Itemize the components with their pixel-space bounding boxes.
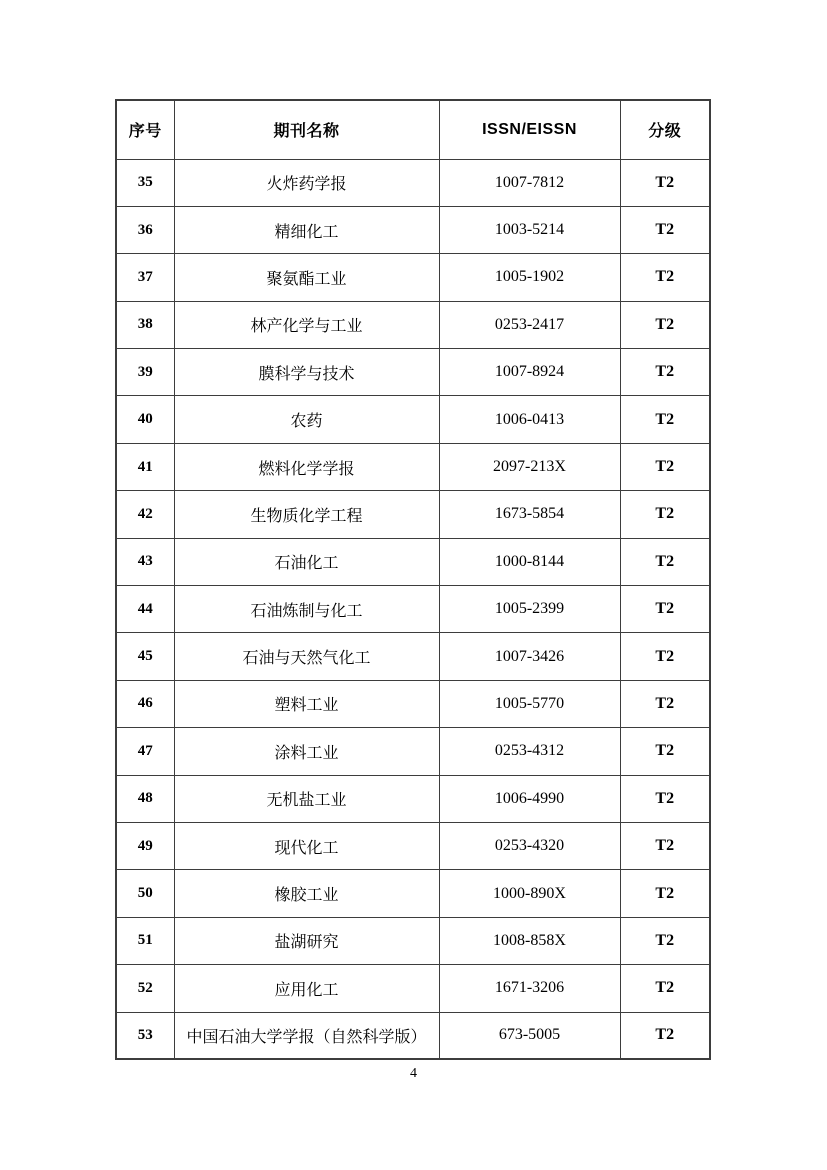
page-number: 4 bbox=[410, 1066, 417, 1081]
table-row bbox=[116, 822, 710, 869]
cell-issn: 1005-5770 bbox=[439, 680, 620, 727]
cell-serial: 50 bbox=[116, 870, 174, 917]
cell-serial: 37 bbox=[116, 254, 174, 301]
cell-journal-name: 农药 bbox=[174, 396, 439, 443]
table-row bbox=[116, 870, 710, 917]
cell-serial: 44 bbox=[116, 586, 174, 633]
cell-serial: 45 bbox=[116, 633, 174, 680]
cell-issn: 1673-5854 bbox=[439, 491, 620, 538]
cell-serial: 51 bbox=[116, 917, 174, 964]
table-row bbox=[116, 349, 710, 396]
table-row bbox=[116, 917, 710, 964]
cell-issn: 0253-4320 bbox=[439, 822, 620, 869]
table-row bbox=[116, 965, 710, 1012]
cell-grade: T2 bbox=[620, 917, 710, 964]
table-row bbox=[116, 680, 710, 727]
table-row bbox=[116, 775, 710, 822]
cell-issn: 1006-4990 bbox=[439, 775, 620, 822]
table-row bbox=[116, 443, 710, 490]
cell-serial: 38 bbox=[116, 301, 174, 348]
cell-journal-name: 林产化学与工业 bbox=[174, 301, 439, 348]
cell-serial: 47 bbox=[116, 728, 174, 775]
table-row bbox=[116, 586, 710, 633]
table-row bbox=[116, 254, 710, 301]
cell-serial: 46 bbox=[116, 680, 174, 727]
table-row bbox=[116, 159, 710, 206]
cell-serial: 43 bbox=[116, 538, 174, 585]
header-issn: ISSN/EISSN bbox=[439, 100, 620, 159]
cell-grade: T2 bbox=[620, 301, 710, 348]
cell-grade: T2 bbox=[620, 443, 710, 490]
cell-issn: 1005-2399 bbox=[439, 586, 620, 633]
cell-grade: T2 bbox=[620, 159, 710, 206]
table-row bbox=[116, 1012, 710, 1059]
cell-grade: T2 bbox=[620, 538, 710, 585]
cell-grade: T2 bbox=[620, 965, 710, 1012]
table-row bbox=[116, 491, 710, 538]
header-grade: 分级 bbox=[620, 100, 710, 159]
journal-table bbox=[115, 99, 711, 1060]
cell-serial: 42 bbox=[116, 491, 174, 538]
cell-journal-name: 现代化工 bbox=[174, 822, 439, 869]
header-journal-name: 期刊名称 bbox=[174, 100, 439, 159]
cell-journal-name: 膜科学与技术 bbox=[174, 349, 439, 396]
cell-journal-name: 橡胶工业 bbox=[174, 870, 439, 917]
cell-serial: 39 bbox=[116, 349, 174, 396]
cell-issn: 673-5005 bbox=[439, 1012, 620, 1059]
cell-serial: 52 bbox=[116, 965, 174, 1012]
cell-issn: 1671-3206 bbox=[439, 965, 620, 1012]
table-row bbox=[116, 728, 710, 775]
cell-serial: 41 bbox=[116, 443, 174, 490]
table-row bbox=[116, 206, 710, 253]
cell-grade: T2 bbox=[620, 870, 710, 917]
cell-serial: 48 bbox=[116, 775, 174, 822]
cell-grade: T2 bbox=[620, 1012, 710, 1059]
table-row bbox=[116, 396, 710, 443]
cell-journal-name: 中国石油大学学报（自然科学版） bbox=[174, 1012, 439, 1059]
cell-grade: T2 bbox=[620, 396, 710, 443]
table-row bbox=[116, 633, 710, 680]
cell-grade: T2 bbox=[620, 680, 710, 727]
table-row bbox=[116, 301, 710, 348]
cell-issn: 1006-0413 bbox=[439, 396, 620, 443]
cell-issn: 1007-7812 bbox=[439, 159, 620, 206]
cell-grade: T2 bbox=[620, 633, 710, 680]
header-serial: 序号 bbox=[116, 100, 174, 159]
table-header-row bbox=[116, 100, 710, 159]
cell-grade: T2 bbox=[620, 254, 710, 301]
cell-serial: 53 bbox=[116, 1012, 174, 1059]
cell-journal-name: 精细化工 bbox=[174, 206, 439, 253]
cell-issn: 2097-213X bbox=[439, 443, 620, 490]
cell-journal-name: 应用化工 bbox=[174, 965, 439, 1012]
table-body bbox=[116, 159, 710, 1059]
cell-issn: 1003-5214 bbox=[439, 206, 620, 253]
cell-journal-name: 石油炼制与化工 bbox=[174, 586, 439, 633]
cell-issn: 0253-4312 bbox=[439, 728, 620, 775]
cell-issn: 1005-1902 bbox=[439, 254, 620, 301]
cell-journal-name: 无机盐工业 bbox=[174, 775, 439, 822]
cell-grade: T2 bbox=[620, 206, 710, 253]
cell-journal-name: 石油化工 bbox=[174, 538, 439, 585]
cell-journal-name: 塑料工业 bbox=[174, 680, 439, 727]
cell-serial: 35 bbox=[116, 159, 174, 206]
cell-issn: 1000-890X bbox=[439, 870, 620, 917]
cell-issn: 1007-3426 bbox=[439, 633, 620, 680]
cell-serial: 36 bbox=[116, 206, 174, 253]
cell-journal-name: 生物质化学工程 bbox=[174, 491, 439, 538]
table-row bbox=[116, 538, 710, 585]
cell-serial: 49 bbox=[116, 822, 174, 869]
cell-grade: T2 bbox=[620, 775, 710, 822]
cell-issn: 1007-8924 bbox=[439, 349, 620, 396]
cell-journal-name: 聚氨酯工业 bbox=[174, 254, 439, 301]
cell-issn: 0253-2417 bbox=[439, 301, 620, 348]
cell-journal-name: 火炸药学报 bbox=[174, 159, 439, 206]
cell-grade: T2 bbox=[620, 491, 710, 538]
cell-grade: T2 bbox=[620, 586, 710, 633]
cell-journal-name: 燃料化学学报 bbox=[174, 443, 439, 490]
cell-serial: 40 bbox=[116, 396, 174, 443]
cell-grade: T2 bbox=[620, 822, 710, 869]
cell-issn: 1000-8144 bbox=[439, 538, 620, 585]
cell-grade: T2 bbox=[620, 349, 710, 396]
cell-grade: T2 bbox=[620, 728, 710, 775]
cell-issn: 1008-858X bbox=[439, 917, 620, 964]
cell-journal-name: 石油与天然气化工 bbox=[174, 633, 439, 680]
cell-journal-name: 涂料工业 bbox=[174, 728, 439, 775]
cell-journal-name: 盐湖研究 bbox=[174, 917, 439, 964]
